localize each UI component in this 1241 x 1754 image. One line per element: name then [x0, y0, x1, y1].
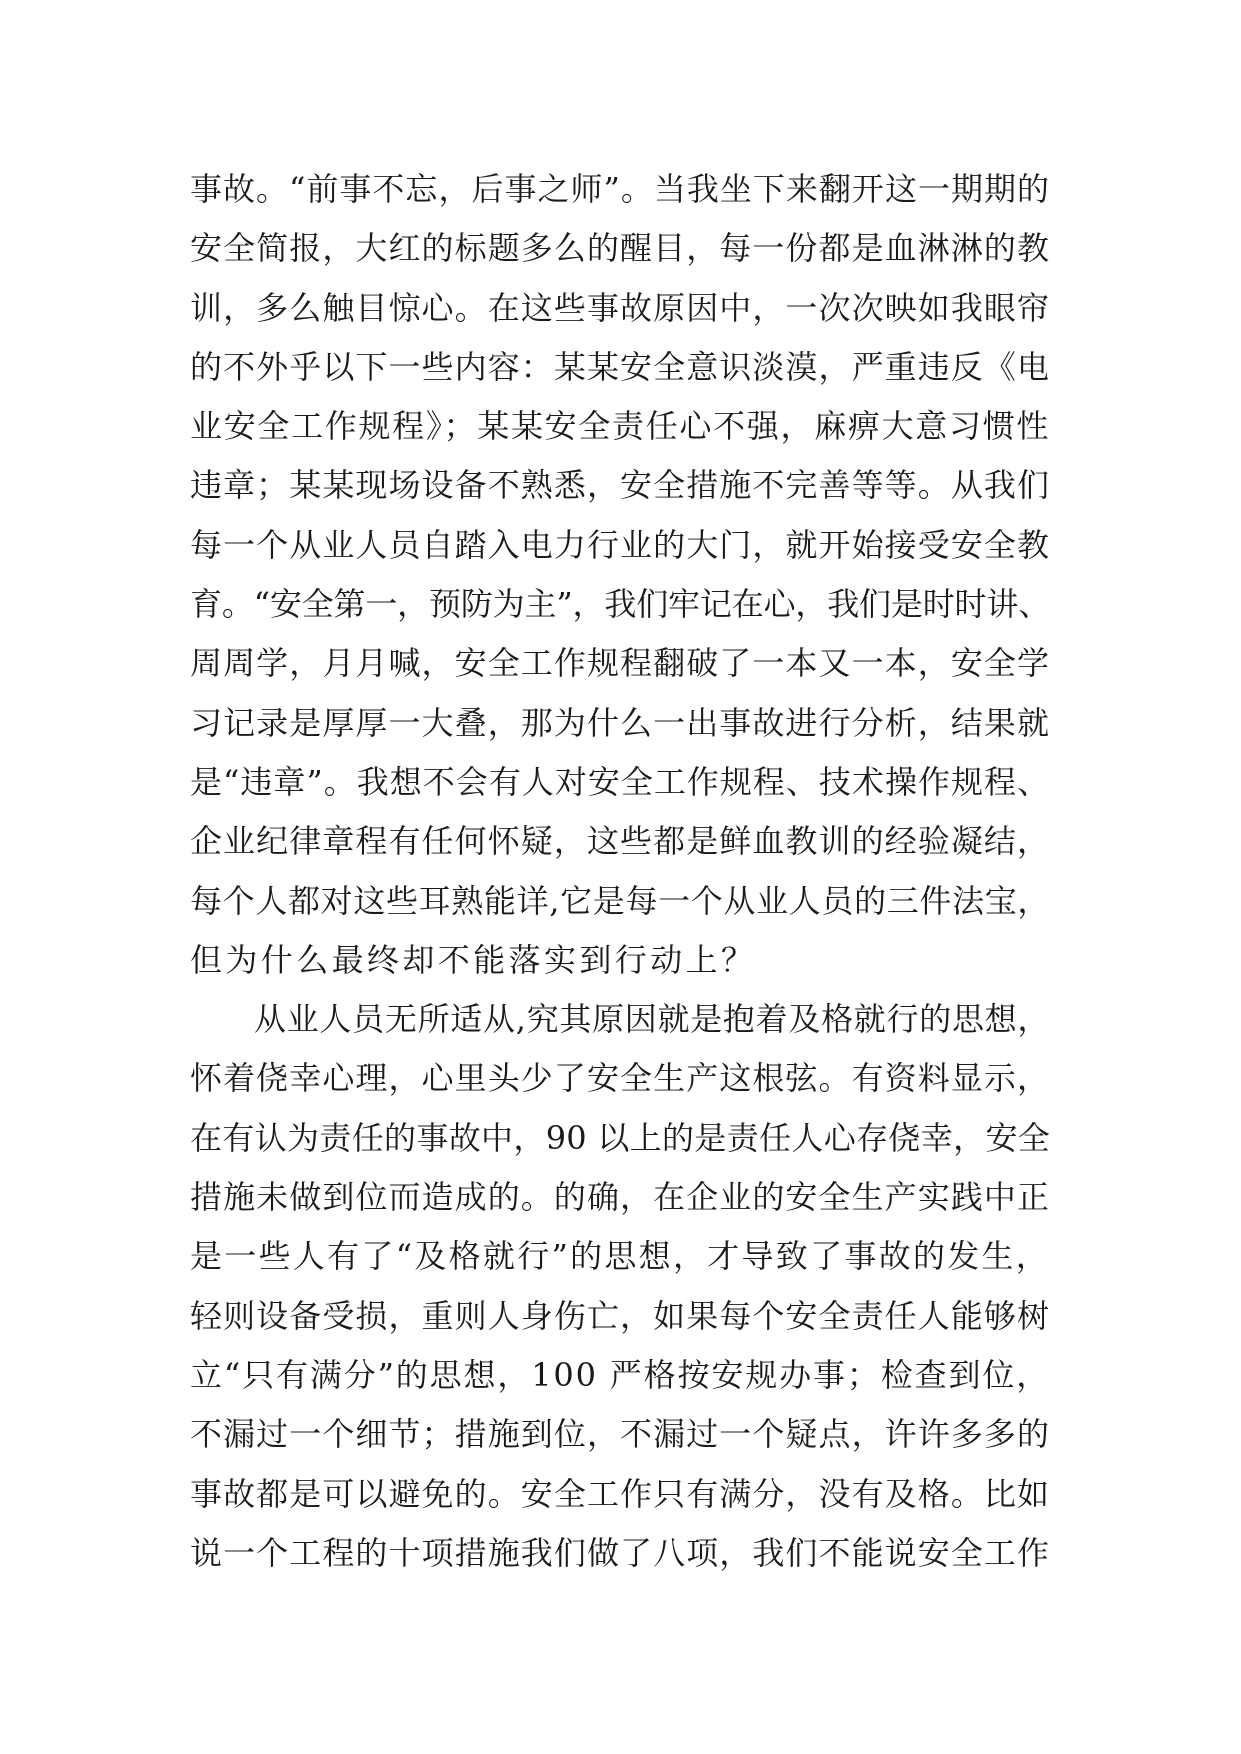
- text-line: 业安全工作规程》；某某安全责任心不强，麻痹大意习惯性: [190, 407, 1050, 446]
- text-line: 训，多么触目惊心。在这些事故原因中，一次次映如我眼帘: [190, 288, 1050, 327]
- text-line: 企业纪律章程有任何怀疑，这些都是鲜血教训的经验凝结，: [190, 822, 1050, 861]
- text-line: 措施未做到位而造成的。的确，在企业的安全生产实践中正: [190, 1178, 1050, 1217]
- text-line: 轻则设备受损，重则人身伤亡，如果每个安全责任人能够树: [190, 1296, 1050, 1335]
- text-line: 的不外乎以下一些内容：某某安全意识淡漠，严重违反《电: [190, 347, 1050, 386]
- paragraph-start-line: 从业人员无所适从,究其原因就是抱着及格就行的思想，: [254, 1000, 1050, 1039]
- text-line: 每个人都对这些耳熟能详,它是每一个从业人员的三件法宝，: [190, 881, 1050, 920]
- text-line: 育。“安全第一，预防为主”，我们牢记在心，我们是时时讲、: [190, 585, 1050, 624]
- text-line: 是“违章”。我想不会有人对安全工作规程、技术操作规程、: [190, 762, 1050, 801]
- text-line: 说一个工程的十项措施我们做了八项，我们不能说安全工作: [190, 1533, 1050, 1572]
- text-line: 是一些人有了“及格就行”的思想，才导致了事故的发生，: [190, 1237, 1050, 1276]
- text-line: 不漏过一个细节；措施到位，不漏过一个疑点，许许多多的: [190, 1415, 1050, 1454]
- text-line: 事故都是可以避免的。安全工作只有满分，没有及格。比如: [190, 1474, 1050, 1513]
- text-line: 事故。“前事不忘，后事之师”。当我坐下来翻开这一期期的: [190, 170, 1050, 208]
- body-text: [190, 160, 1050, 1583]
- text-line: 周周学，月月喊，安全工作规程翻破了一本又一本，安全学: [190, 644, 1050, 683]
- text-line: 违章；某某现场设备不熟悉，安全措施不完善等等。从我们: [190, 466, 1050, 505]
- text-line: 安全简报，大红的标题多么的醒目，每一份都是血淋淋的教: [190, 229, 1050, 268]
- text-line: 每一个从业人员自踏入电力行业的大门，就开始接受安全教: [190, 525, 1050, 564]
- text-line: 习记录是厚厚一大叠，那为什么一出事故进行分析，结果就: [190, 703, 1050, 742]
- text-line: 在有认为责任的事故中，90 以上的是责任人心存侥幸，安全: [190, 1118, 1050, 1157]
- text-line: 立“只有满分”的思想，100 严格按安规办事；检查到位，: [190, 1355, 1050, 1394]
- paragraph-end-line: 但为什么最终却不能落实到行动上？: [190, 940, 757, 979]
- text-line: 怀着侥幸心理，心里头少了安全生产这根弦。有资料显示，: [190, 1059, 1050, 1098]
